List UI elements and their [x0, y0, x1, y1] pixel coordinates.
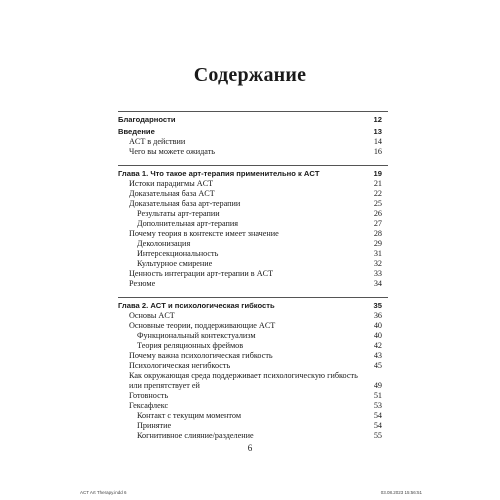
table-of-contents — [118, 111, 388, 441]
toc-entry — [118, 301, 388, 311]
toc-entry — [118, 115, 388, 125]
toc-entry — [118, 209, 388, 219]
page-number: 6 — [247, 443, 253, 453]
toc-entry-page: 34 — [373, 279, 382, 288]
toc-entry — [118, 189, 388, 199]
toc-entry-title: Благодарности — [118, 115, 176, 124]
toc-entry-page: 14 — [373, 137, 382, 146]
toc-entry-title: Функциональный контекстуализм — [137, 331, 256, 340]
toc-entry — [118, 431, 388, 441]
toc-entry-title: Почему теория в контексте имеет значение — [129, 229, 279, 238]
toc-entry-page: 35 — [373, 301, 382, 310]
toc-entry — [118, 127, 388, 137]
toc-entry — [118, 361, 388, 371]
toc-entry-title: Основы ACT — [129, 311, 175, 320]
toc-entry-title: Контакт с текущим моментом — [137, 411, 242, 420]
toc-entry-title: Результаты арт-терапии — [137, 209, 220, 218]
toc-entry-title: Принятие — [137, 421, 172, 430]
toc-entry-title: Интерсекциональность — [137, 249, 219, 258]
toc-entry — [118, 259, 388, 269]
toc-entry — [118, 341, 388, 351]
toc-entry-title: ACT в действии — [129, 137, 186, 146]
toc-entry-title: Дополнительная арт-терапия — [137, 219, 239, 228]
toc-entry — [118, 169, 388, 179]
toc-entry-title: Введение — [118, 127, 155, 136]
toc-entry-title: Доказательная база ACT — [129, 189, 215, 198]
toc-entry — [118, 421, 388, 431]
toc-entry — [118, 239, 388, 249]
toc-entry-page: 21 — [373, 179, 382, 188]
toc-entry — [118, 391, 388, 401]
toc-entry — [118, 229, 388, 239]
toc-entry-page: 26 — [373, 209, 382, 218]
toc-entry-page: 54 — [373, 421, 382, 430]
toc-entry-title: Деколонизация — [137, 239, 191, 248]
toc-entry-title: Глава 1. Что такое арт-терапия применительно к ACT — [118, 169, 320, 178]
toc-entry — [118, 331, 388, 341]
toc-entry-page: 19 — [373, 169, 382, 178]
toc-section — [118, 111, 388, 157]
toc-entry-page: 54 — [373, 411, 382, 420]
toc-entry-title: Истоки парадигмы ACT — [129, 179, 214, 188]
toc-entry-page: 13 — [373, 127, 382, 136]
toc-entry — [118, 311, 388, 321]
toc-entry-page: 22 — [373, 189, 382, 198]
toc-entry-page: 31 — [373, 249, 382, 258]
footer-file-label: ACT Art Therapy.indd 6 — [80, 490, 127, 495]
toc-entry-page: 16 — [373, 147, 382, 156]
toc-entry-title: Резюме — [129, 279, 156, 288]
toc-entry-page: 28 — [373, 229, 382, 238]
toc-entry-page: 27 — [373, 219, 382, 228]
toc-entry — [118, 219, 388, 229]
footer-timestamp: 03.08.2023 15:56:51 — [380, 490, 422, 495]
toc-entry — [118, 269, 388, 279]
toc-entry-page: 51 — [373, 391, 382, 400]
toc-entry-title: Когнитивное слияние/разделение — [137, 431, 254, 440]
toc-entry — [118, 137, 388, 147]
toc-entry-title: Основные теории, поддерживающие ACT — [129, 321, 276, 330]
toc-entry-title: Гексафлекс — [129, 401, 169, 410]
toc-entry-page: 43 — [373, 351, 382, 360]
toc-entry — [118, 371, 388, 391]
toc-entry — [118, 279, 388, 289]
toc-entry-title: Глава 2. ACT и психологическая гибкость — [118, 301, 275, 310]
toc-entry-page: 55 — [373, 431, 382, 440]
toc-entry-title: Ценность интеграции арт-терапии в ACT — [129, 269, 274, 278]
toc-entry-title: Культурное смирение — [137, 259, 213, 268]
toc-section — [118, 165, 388, 289]
toc-entry-title: Теория реляционных фреймов — [137, 341, 244, 350]
toc-entry-page: 33 — [373, 269, 382, 278]
toc-entry-page: 36 — [373, 311, 382, 320]
toc-entry-page: 25 — [373, 199, 382, 208]
toc-entry — [118, 199, 388, 209]
toc-entry-title: Чего вы можете ожидать — [129, 147, 216, 156]
toc-entry-title: Доказательная база арт-терапии — [129, 199, 241, 208]
toc-entry — [118, 249, 388, 259]
toc-entry — [118, 401, 388, 411]
toc-entry-title: Психологическая негибкость — [129, 361, 231, 370]
toc-entry-page: 29 — [373, 239, 382, 248]
toc-entry-page: 42 — [373, 341, 382, 350]
toc-entry — [118, 351, 388, 361]
toc-entry-page: 53 — [373, 401, 382, 410]
toc-section — [118, 297, 388, 441]
toc-entry-page: 12 — [373, 115, 382, 124]
toc-entry-page: 32 — [373, 259, 382, 268]
toc-entry — [118, 411, 388, 421]
toc-entry-page: 49 — [373, 381, 382, 390]
toc-entry — [118, 321, 388, 331]
toc-entry-title: Почему важна психологическая гибкость — [129, 351, 273, 360]
toc-entry-title: Готовность — [129, 391, 169, 400]
page-title: Содержание — [193, 64, 307, 86]
toc-entry-title: Как окружающая среда поддерживает психологическую гибкость или препятствует ей — [129, 371, 358, 390]
toc-entry-page: 45 — [373, 361, 382, 370]
toc-entry-page: 40 — [373, 321, 382, 330]
toc-entry-page: 40 — [373, 331, 382, 340]
toc-entry — [118, 179, 388, 189]
toc-entry — [118, 147, 388, 157]
